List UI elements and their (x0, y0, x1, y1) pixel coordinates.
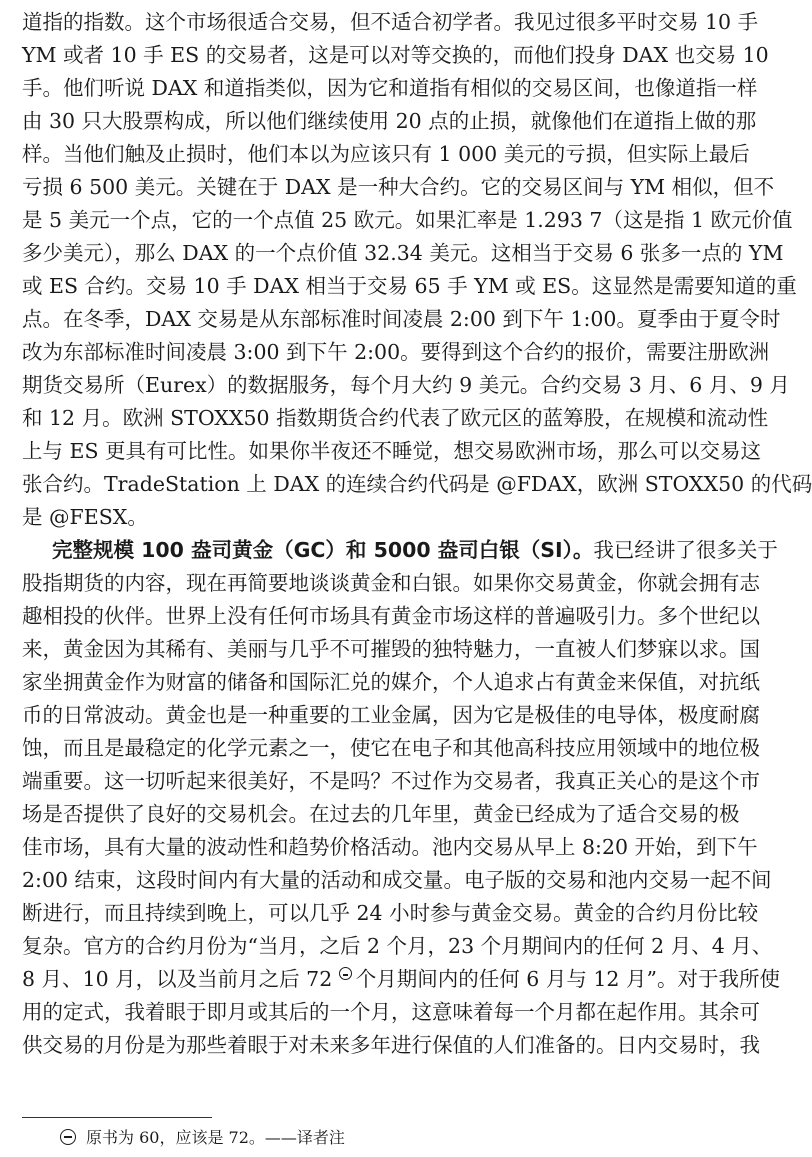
text-line: 上与 ES 更具有可比性。如果你半夜还不睡觉，想交易欧洲市场，那么可以交易这 (22, 439, 762, 463)
text-line: 来，黄金因为其稀有、美丽与几乎不可摧毁的独特魅力，一直被人们梦寐以求。国 (22, 637, 760, 661)
text-line: 手。他们听说 DAX 和道指类似，因为它和道指有相似的交易区间，也像道指一样 (22, 76, 758, 100)
text-line: 道指的指数。这个市场很适合交易，但不适合初学者。我见过很多平时交易 10 手 (22, 10, 759, 34)
footnote (60, 1124, 345, 1152)
text-line: 张合约。TradeStation 上 DAX 的连续合约代码是 @FDAX，欧洲 STOXX50 的代码 (22, 472, 812, 496)
heading-line-rest: 我已经讲了很多关于 (593, 538, 778, 562)
text-line: 用的定式，我着眼于即月或其后的一个月，这意味着每一个月都在起作用。其余可 (22, 1000, 760, 1024)
text-line: 亏损 6 500 美元。关键在于 DAX 是一种大合约。它的交易区间与 YM 相似，但不 (22, 175, 775, 199)
text-line: 币的日常波动。黄金也是一种重要的工业金属，因为它是极佳的电导体，极度耐腐 (22, 703, 760, 727)
text-line-part: 8 月、10 月，以及当前月之后 72 (22, 967, 339, 991)
text-line-part: 个月期间内的任何 6 月与 12 月”。对于我所使 (355, 967, 780, 991)
text-line: 2:00 结束，这段时间内有大量的活动和成交量。电子版的交易和池内交易一起不间 (22, 868, 772, 892)
text-line: 样。当他们触及止损时，他们本以为应该只有 1 000 美元的亏损，但实际上最后 (22, 142, 750, 166)
footnote-marker-icon (60, 1129, 76, 1145)
section-heading: 完整规模 100 盎司黄金（GC）和 5000 盎司白银（SI）。 (52, 538, 594, 562)
text-line: 家坐拥黄金作为财富的储备和国际汇兑的媒介，个人追求占有黄金来保值，对抗纸 (22, 670, 760, 694)
text-line: 是 5 美元一个点，它的一个点值 25 欧元。如果汇率是 1.293 7（这是指 1 欧元价值 (22, 208, 793, 232)
text-line: 或 ES 合约。交易 10 手 DAX 相当于交易 65 手 YM 或 ES。这显然是需要知道的重 (22, 274, 797, 298)
text-line: 由 30 只大股票构成，所以他们继续使用 20 点的止损，就像他们在道指上做的那 (22, 109, 757, 133)
text-line: 场是否提供了良好的交易机会。在过去的几年里，黄金已经成为了适合交易的极 (22, 802, 740, 826)
text-line: 供交易的月份是为那些着眼于对未来多年进行保值的人们准备的。日内交易时，我 (22, 1033, 760, 1057)
text-line: 期货交易所（Eurex）的数据服务，每个月大约 9 美元。合约交易 3 月、6 月、9 月 (22, 373, 790, 397)
text-line: 多少美元），那么 DAX 的一个点价值 32.34 美元。这相当于交易 6 张多一点的 YM (22, 241, 784, 265)
text-line: 复杂。官方的合约月份为“当月，之后 2 个月，23 个月期间内的任何 2 月、4 月、 (22, 934, 773, 958)
footnote-reference-icon[interactable] (339, 967, 352, 980)
text-line: 佳市场，具有大量的波动性和趋势价格活动。池内交易从早上 8:20 开始，到下午 (22, 835, 758, 859)
text-line: 改为东部标准时间凌晨 3:00 到下午 2:00。要得到这个合约的报价，需要注册欧洲 (22, 340, 770, 364)
text-line: YM 或者 10 手 ES 的交易者，这是可以对等交换的，而他们投身 DAX 也交易 10 (22, 43, 769, 67)
text-line: 断进行，而且持续到晚上，可以几乎 24 小时参与黄金交易。黄金的合约月份比较 (22, 901, 759, 925)
footnote-text: 原书为 60，应该是 72。——译者注 (86, 1128, 345, 1147)
text-line: 蚀，而且是最稳定的化学元素之一，使它在电子和其他高科技应用领域中的地位极 (22, 736, 760, 760)
text-line: 股指期货的内容，现在再简要地谈谈黄金和白银。如果你交易黄金，你就会拥有志 (22, 571, 760, 595)
text-line: 是 @FESX。 (22, 505, 148, 529)
text-line: 趣相投的伙伴。世界上没有任何市场具有黄金市场这样的普遍吸引力。多个世纪以 (22, 604, 760, 628)
text-line: 和 12 月。欧洲 STOXX50 指数期货合约代表了欧元区的蓝筹股，在规模和流动性 (22, 406, 769, 430)
footnote-divider (22, 1117, 212, 1118)
text-line: 点。在冬季，DAX 交易是从东部标准时间凌晨 2:00 到下午 1:00。夏季由于夏令时 (22, 307, 781, 331)
text-line: 端重要。这一切听起来很美好，不是吗？不过作为交易者，我真正关心的是这个市 (22, 769, 760, 793)
